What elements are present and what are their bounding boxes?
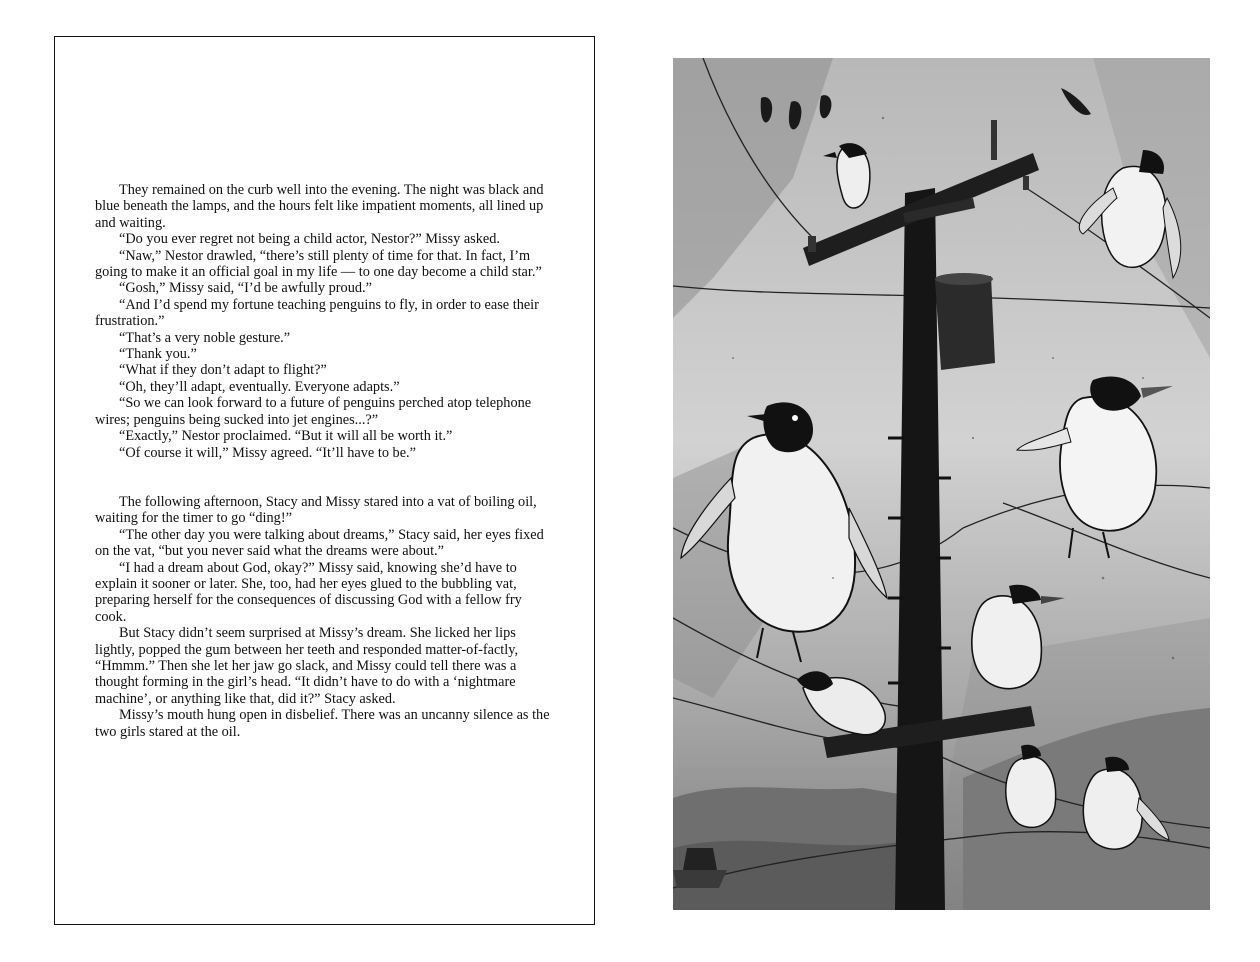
paragraph: But Stacy didn’t seem surprised at Missy’s dream. She licked her lips lightly, popped the gum between her teeth and responded matter-of-factly, “Hmmm.” Then she let her jaw go slack, and Missy could tell there was a thought forming in the girl’s head. “It didn’t have to do with a ‘nightmare machine’, or anything like that, did it?” Stacy asked. [95, 625, 519, 707]
paragraph: “And I’d spend my fortune teaching penguins to fly, in order to ease their frustration.” [95, 296, 539, 330]
text-page [54, 36, 595, 925]
story-text [95, 182, 555, 740]
paragraph: “The other day you were talking about dreams,” Stacy said, her eyes fixed on the vat, “but you never said what the dreams were about.” [95, 526, 544, 560]
paragraph: “So we can look forward to a future of penguins perched atop telephone wires; penguins being sucked into jet engines...?” [95, 395, 532, 428]
paragraph: “Gosh,” Missy said, “I’d be awfully proud.” [119, 280, 372, 297]
section-break [95, 461, 555, 494]
paragraph: They remained on the curb well into the evening. The night was black and blue beneath the lamps, and the hours felt like impatient moments, all lined up and waiting. [95, 182, 544, 231]
paragraph: “Of course it will,” Missy agreed. “It’ll have to be.” [119, 444, 416, 461]
paragraph: “Oh, they’ll adapt, eventually. Everyone adapts.” [119, 378, 400, 395]
paragraph: “What if they don’t adapt to flight?” [119, 362, 327, 379]
paragraph: “Do you ever regret not being a child actor, Nestor?” Missy asked. [119, 231, 500, 248]
paragraph: The following afternoon, Stacy and Missy stared into a vat of boiling oil, waiting for the timer to go “ding!” [95, 493, 537, 527]
illustration-drawing [673, 58, 1210, 910]
paragraph: “That’s a very noble gesture.” [119, 329, 291, 346]
penguin-illustration [673, 58, 1210, 910]
paragraph: Missy’s mouth hung open in disbelief. There was an uncanny silence as the two girls stared at the oil. [95, 707, 550, 740]
paragraph: “Thank you.” [119, 346, 197, 363]
paragraph: “Exactly,” Nestor proclaimed. “But it will all be worth it.” [119, 428, 453, 445]
paragraph: “Naw,” Nestor drawled, “there’s still plenty of time for that. In fact, I’m going to make it an official goal in my life — to one day become a child star.” [95, 247, 542, 281]
paragraph: “I had a dream about God, okay?” Missy said, knowing she’d have to explain it sooner or later. She, too, had her eyes glued to the bubbling vat, preparing herself for the consequences of discussing God with a fellow fry cook. [95, 559, 522, 625]
